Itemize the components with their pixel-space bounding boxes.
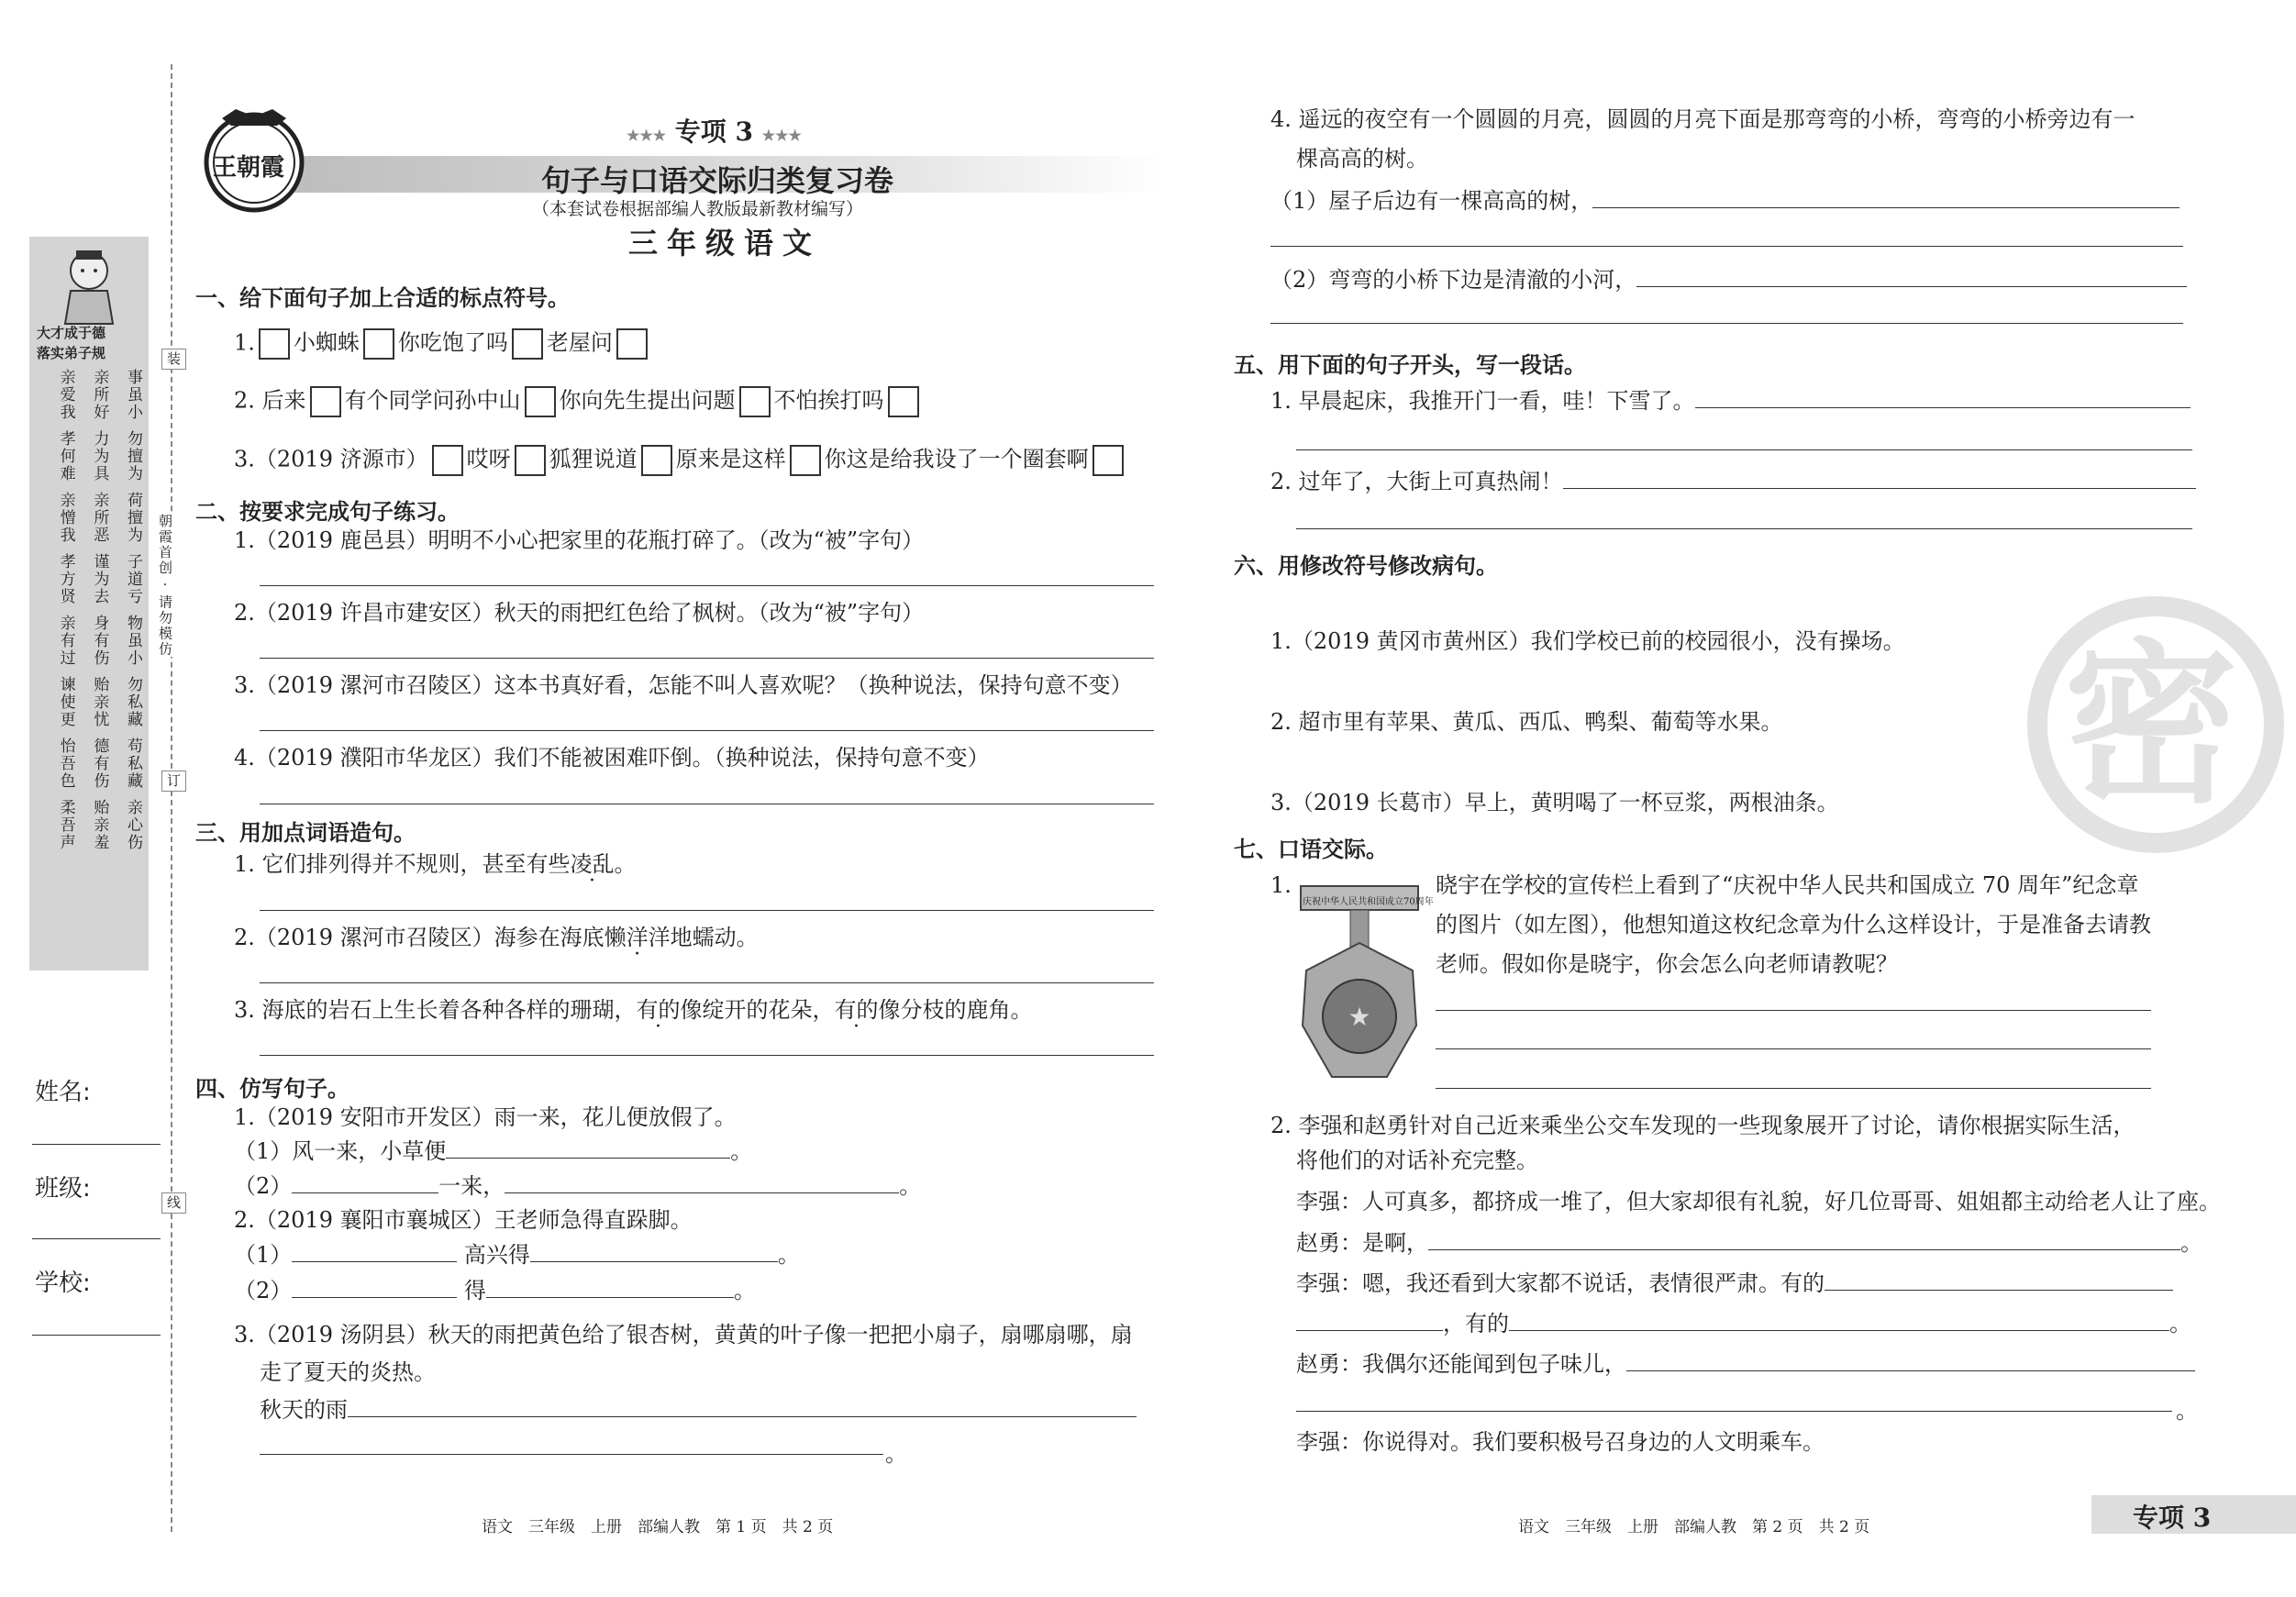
section-6-title: 六、用修改符号修改病句。 [1234, 553, 1498, 579]
answer-box[interactable] [512, 328, 543, 360]
q-text: 3. 海底的岩石上生长着各种各样的珊瑚， [234, 997, 637, 1023]
s3-q4-1 [1270, 187, 2180, 215]
dialogue-4: ，有的 。 [1296, 1310, 2191, 1337]
dialogue-3 [1296, 1270, 2173, 1297]
dotted-word: 有的 [636, 997, 681, 1023]
answer-box[interactable] [363, 328, 394, 360]
answer-box[interactable] [310, 386, 341, 417]
name-label: 姓名: [35, 1079, 91, 1106]
medal-image [1295, 879, 1434, 1092]
fill-blank[interactable] [292, 1277, 457, 1298]
seal-char: 密 [2064, 622, 2239, 826]
s3-q3 [234, 996, 1033, 1024]
answer-box[interactable] [888, 386, 919, 417]
q-text: 像绽开的花朵， [680, 997, 835, 1023]
answer-line[interactable] [1296, 1411, 2172, 1412]
section-3-title: 三、用加点词语造句。 [195, 820, 416, 846]
q-text: 。 [614, 851, 637, 877]
s3-q4-2 [1270, 266, 2187, 294]
motto-1: 大才成于德 [37, 325, 106, 341]
svg-text:★: ★ [1348, 1002, 1371, 1032]
answer-box[interactable] [1093, 445, 1124, 476]
q-text: 2. 后来 [234, 387, 306, 414]
fill-blank[interactable] [505, 1172, 899, 1193]
page-title: 句子与口语交际归类复习卷 [541, 163, 894, 198]
name-field[interactable] [32, 1144, 161, 1145]
special-number: 专项 3 [674, 116, 754, 147]
s6-q3: 3.（2019 长葛市）早上，黄明喝了一杯豆浆，两根油条。 [1270, 790, 1839, 815]
side-note: 朝霞首创 · 请勿模仿 [157, 514, 173, 658]
fill-blank[interactable] [1296, 1310, 1443, 1331]
fill-blank[interactable] [1509, 1310, 2169, 1331]
q-text: 不怕挨打吗 [773, 387, 884, 414]
star-icon: ★★★ [627, 127, 667, 144]
poem-line: 亲所恶 [90, 492, 109, 544]
s2-q4: 4.（2019 濮阳市华龙区）我们不能被困难吓倒。（换种说法，保持句意不变） [234, 745, 990, 771]
q-text: 一来， [438, 1173, 505, 1199]
fill-blank[interactable] [1626, 1350, 2195, 1371]
answer-box[interactable] [739, 386, 771, 417]
s6-q1: 1.（2019 黄冈市黄州区）我们学校已前的校园很小，没有操场。 [1270, 628, 1905, 654]
q-text: （2） [234, 1173, 293, 1199]
answer-line[interactable] [1436, 1048, 2151, 1049]
fill-blank[interactable] [292, 1172, 438, 1193]
poem-line: 孝何难 [56, 430, 75, 482]
poem-line: 柔吾声 [56, 799, 75, 851]
s4-q2: 2.（2019 襄阳市襄城区）王老师急得直跺脚。 [234, 1207, 693, 1233]
s2-q2: 2.（2019 许昌市建安区）秋天的雨把红色给了枫树。（改为“被”字句） [234, 600, 925, 626]
section-2-title: 二、按要求完成句子练习。 [195, 499, 460, 525]
page-tag: 专项 3 [2133, 1503, 2212, 1533]
fill-blank[interactable] [446, 1137, 730, 1159]
answer-line[interactable] [1436, 1088, 2151, 1089]
poem-line: 勿擅为 [124, 430, 142, 482]
answer-line[interactable] [1296, 449, 2192, 450]
q-text: 老屋问 [546, 329, 613, 356]
s3-q4: 4. 遥远的夜空有一个圆圆的月亮，圆圆的月亮下面是那弯弯的小桥，弯弯的小桥旁边有一 [1270, 106, 2135, 132]
school-label: 学校: [35, 1270, 91, 1297]
poem-line: 力为具 [90, 430, 109, 482]
dotted-word: 有的 [834, 997, 879, 1023]
poem-line: 亲憎我 [56, 492, 75, 544]
q-text: （1） [234, 1242, 293, 1268]
section-1-title: 一、给下面句子加上合适的标点符号。 [195, 285, 570, 311]
poem-line: 苟私藏 [124, 738, 142, 790]
dialogue-2: 赵勇：是啊， 。 [1296, 1230, 2202, 1256]
s4-q2-1: （1） 高兴得 。 [234, 1242, 800, 1268]
answer-line[interactable] [260, 910, 1154, 911]
fill-blank[interactable] [1563, 468, 2196, 489]
q-number: 1. [234, 329, 255, 356]
answer-box[interactable] [515, 445, 546, 476]
s7-q2-line2: 将他们的对话补充完整。 [1296, 1148, 1538, 1173]
dialogue-6: 李强：你说得对。我们要积极号召身边的人文明乘车。 [1296, 1429, 1825, 1455]
fill-blank[interactable] [1695, 387, 2191, 408]
poem-line: 物虽小 [124, 615, 142, 667]
brand-name: 王朝霞 [213, 154, 285, 182]
answer-line[interactable] [260, 730, 1154, 731]
binding-char: 装 [161, 349, 186, 370]
poem-line: 谨为去 [90, 553, 109, 605]
answer-line[interactable] [260, 585, 1154, 586]
binding-char: 线 [161, 1192, 186, 1214]
q-text: 你向先生提出问题 [559, 387, 736, 414]
s4-q1: 1.（2019 安阳市开发区）雨一来，花儿便放假了。 [234, 1104, 737, 1130]
q-text: 原来是这样 [675, 446, 786, 472]
q-text: （1）风一来，小草便 [234, 1138, 447, 1164]
punct-q1 [234, 328, 651, 360]
poem-line: 贻亲忧 [90, 676, 109, 728]
answer-line[interactable] [1436, 1010, 2151, 1011]
q-text: 狐狸说道 [549, 446, 638, 472]
fill-blank[interactable] [530, 1241, 778, 1262]
s3-q1 [234, 850, 637, 878]
q-text: （2） [234, 1278, 293, 1303]
s6-q2: 2. 超市里有苹果、黄瓜、西瓜、鸭梨、葡萄等水果。 [1270, 709, 1783, 735]
s3-q2 [234, 924, 759, 951]
answer-box[interactable] [790, 445, 821, 476]
dialogue-1: 李强：人可真多，都挤成一堆了，但大家却很有礼貌，好几位哥哥、姐姐都主动给老人让了座。 [1296, 1189, 2221, 1214]
fill-blank[interactable] [1825, 1270, 2173, 1291]
special-label [627, 112, 802, 149]
page-subtitle: （本套试卷根据部编人教版最新教材编写） [532, 199, 864, 219]
s7-q2-line1: 2. 李强和赵勇针对自己近来乘坐公交车发现的一些现象展开了讨论，请你根据实际生活， [1270, 1113, 2135, 1138]
punct-q3 [234, 445, 1127, 476]
q-text: 像分枝的鹿角。 [878, 997, 1033, 1023]
s7-q1-line1: 晓宇在学校的宣传栏上看到了“庆祝中华人民共和国成立 70 周年”纪念章 [1436, 872, 2139, 898]
q-text: 你这是给我设了一个圈套啊 [824, 446, 1089, 472]
s5-q1 [1270, 387, 2191, 415]
q-text: 赵勇：我偶尔还能闻到包子味儿， [1296, 1351, 1626, 1377]
dotted-word: 凌乱 [570, 851, 615, 877]
left-footer: 语文 三年级 上册 部编人教 第 1 页 共 2 页 [482, 1518, 834, 1536]
s2-q1: 1.（2019 鹿邑县）明明不小心把家里的花瓶打碎了。（改为“被”字句） [234, 527, 925, 553]
section-7-title: 七、口语交际。 [1234, 837, 1388, 862]
q-text: 1. 早晨起床，我推开门一看，哇！下雪了。 [1270, 388, 1695, 414]
punct-q2 [234, 386, 923, 417]
answer-line[interactable] [1270, 323, 2183, 324]
poem-line: 勿私藏 [124, 676, 142, 728]
right-footer: 语文 三年级 上册 部编人教 第 2 页 共 2 页 [1518, 1518, 1870, 1536]
s4-q3: 3.（2019 汤阴县）秋天的雨把黄色给了银杏树，黄黄的叶子像一把把小扇子，扇哪扇哪，扇 [234, 1322, 1133, 1347]
binding-char: 订 [161, 771, 186, 792]
fill-blank[interactable] [486, 1277, 734, 1298]
poem-line: 亲所好 [90, 369, 109, 421]
answer-box[interactable] [259, 328, 290, 360]
class-field[interactable] [32, 1238, 161, 1239]
answer-box[interactable] [616, 328, 648, 360]
fill-blank[interactable] [1636, 266, 2187, 287]
answer-line[interactable] [1296, 528, 2192, 529]
poem-line: 亲爱我 [56, 369, 75, 421]
answer-box[interactable] [641, 445, 672, 476]
answer-end: 。 [2176, 1398, 2198, 1424]
s3-q4-line2: 棵高高的树。 [1296, 146, 1428, 172]
s2-q3: 3.（2019 漯河市召陵区）这本书真好看，怎能不叫人喜欢呢？（换种说法，保持句意不变） [234, 672, 1133, 698]
fill-blank[interactable] [348, 1396, 1137, 1417]
q-text: 得 [463, 1278, 486, 1303]
s4-q3-line2: 走了夏天的炎热。 [260, 1359, 436, 1385]
dotted-word: 懒洋洋 [604, 925, 671, 950]
s7-q1-line2: 的图片（如左图），他想知道这枚纪念章为什么这样设计，于是准备去请教 [1436, 912, 2151, 937]
q-text: 秋天的雨 [260, 1397, 348, 1423]
sidebar-poem [40, 369, 141, 851]
q-text: 赵勇：是啊， [1296, 1230, 1428, 1256]
answer-line[interactable] [260, 982, 1154, 983]
q-text: ，有的 [1443, 1311, 1509, 1336]
poem-line: 荷擅为 [124, 492, 142, 544]
q-text: （1）屋子后边有一棵高高的树， [1270, 188, 1593, 214]
poem-line: 亲心伤 [124, 799, 142, 851]
q-text: 高兴得 [463, 1242, 530, 1268]
q-text: 3.（2019 济源市） [234, 446, 428, 472]
q-text: （2）弯弯的小桥下边是清澈的小河， [1270, 267, 1637, 293]
class-label: 班级: [35, 1175, 91, 1203]
medal-caption: 庆祝中华人民共和国成立70周年 [1303, 897, 1434, 907]
motto-2: 落实弟子规 [37, 345, 106, 361]
s4-q1-1: （1）风一来，小草便 。 [234, 1138, 753, 1164]
binding-line [171, 64, 172, 1532]
answer-line[interactable] [260, 658, 1154, 659]
answer-line[interactable] [260, 1454, 883, 1455]
s4-q1-2: （2） 一来， 。 [234, 1173, 922, 1199]
answer-line[interactable] [260, 1055, 1154, 1056]
s4-q2-2: （2） 得 。 [234, 1278, 756, 1303]
scholar-figure [50, 243, 128, 326]
poem-line: 身有伤 [90, 615, 109, 667]
answer-line[interactable] [1270, 246, 2183, 247]
section-4-title: 四、仿写句子。 [195, 1076, 349, 1102]
q-text: 有个同学问孙中山 [344, 387, 521, 414]
poem-line: 贻亲羞 [90, 799, 109, 851]
section-5-title: 五、用下面的句子开头，写一段话。 [1234, 352, 1586, 378]
poem-line: 孝方贤 [56, 553, 75, 605]
poem-line: 谏使更 [56, 676, 75, 728]
q-text: 你吃饱了吗 [397, 329, 508, 356]
s7-q1-line3: 老师。假如你是晓宇，你会怎么向老师请教呢？ [1436, 951, 1898, 977]
s5-q2 [1270, 468, 2196, 495]
poem-line: 亲有过 [56, 615, 75, 667]
poem-line: 事虽小 [124, 369, 142, 421]
q-text: 2. 过年了，大街上可真热闹！ [1270, 469, 1563, 494]
poem-line: 子道亏 [124, 553, 142, 605]
q-text: 小蜘蛛 [293, 329, 360, 356]
q-text: 李强：嗯，我还看到大家都不说话，表情很严肃。有的 [1296, 1270, 1825, 1296]
grade-title: 三年级语文 [628, 226, 822, 261]
s7-q1-number: 1. [1270, 872, 1292, 898]
fill-blank[interactable] [1428, 1229, 2180, 1250]
star-icon: ★★★ [761, 127, 802, 144]
q-text: 地蠕动。 [670, 925, 759, 950]
s4-q3-line3 [260, 1396, 1137, 1424]
dialogue-5 [1296, 1350, 2195, 1378]
answer-end: 。 [885, 1441, 907, 1467]
fill-blank[interactable] [292, 1241, 457, 1262]
school-field[interactable] [32, 1335, 161, 1336]
poem-line: 德有伤 [90, 738, 109, 790]
answer-box[interactable] [525, 386, 556, 417]
q-text: 2.（2019 漯河市召陵区）海参在海底 [234, 925, 605, 950]
answer-box[interactable] [432, 445, 463, 476]
q-text: 哎呀 [466, 446, 511, 472]
fill-blank[interactable] [1592, 187, 2180, 208]
poem-line: 怡吾色 [56, 738, 75, 790]
q-text: 1. 它们排列得并不规则，甚至有些 [234, 851, 571, 877]
